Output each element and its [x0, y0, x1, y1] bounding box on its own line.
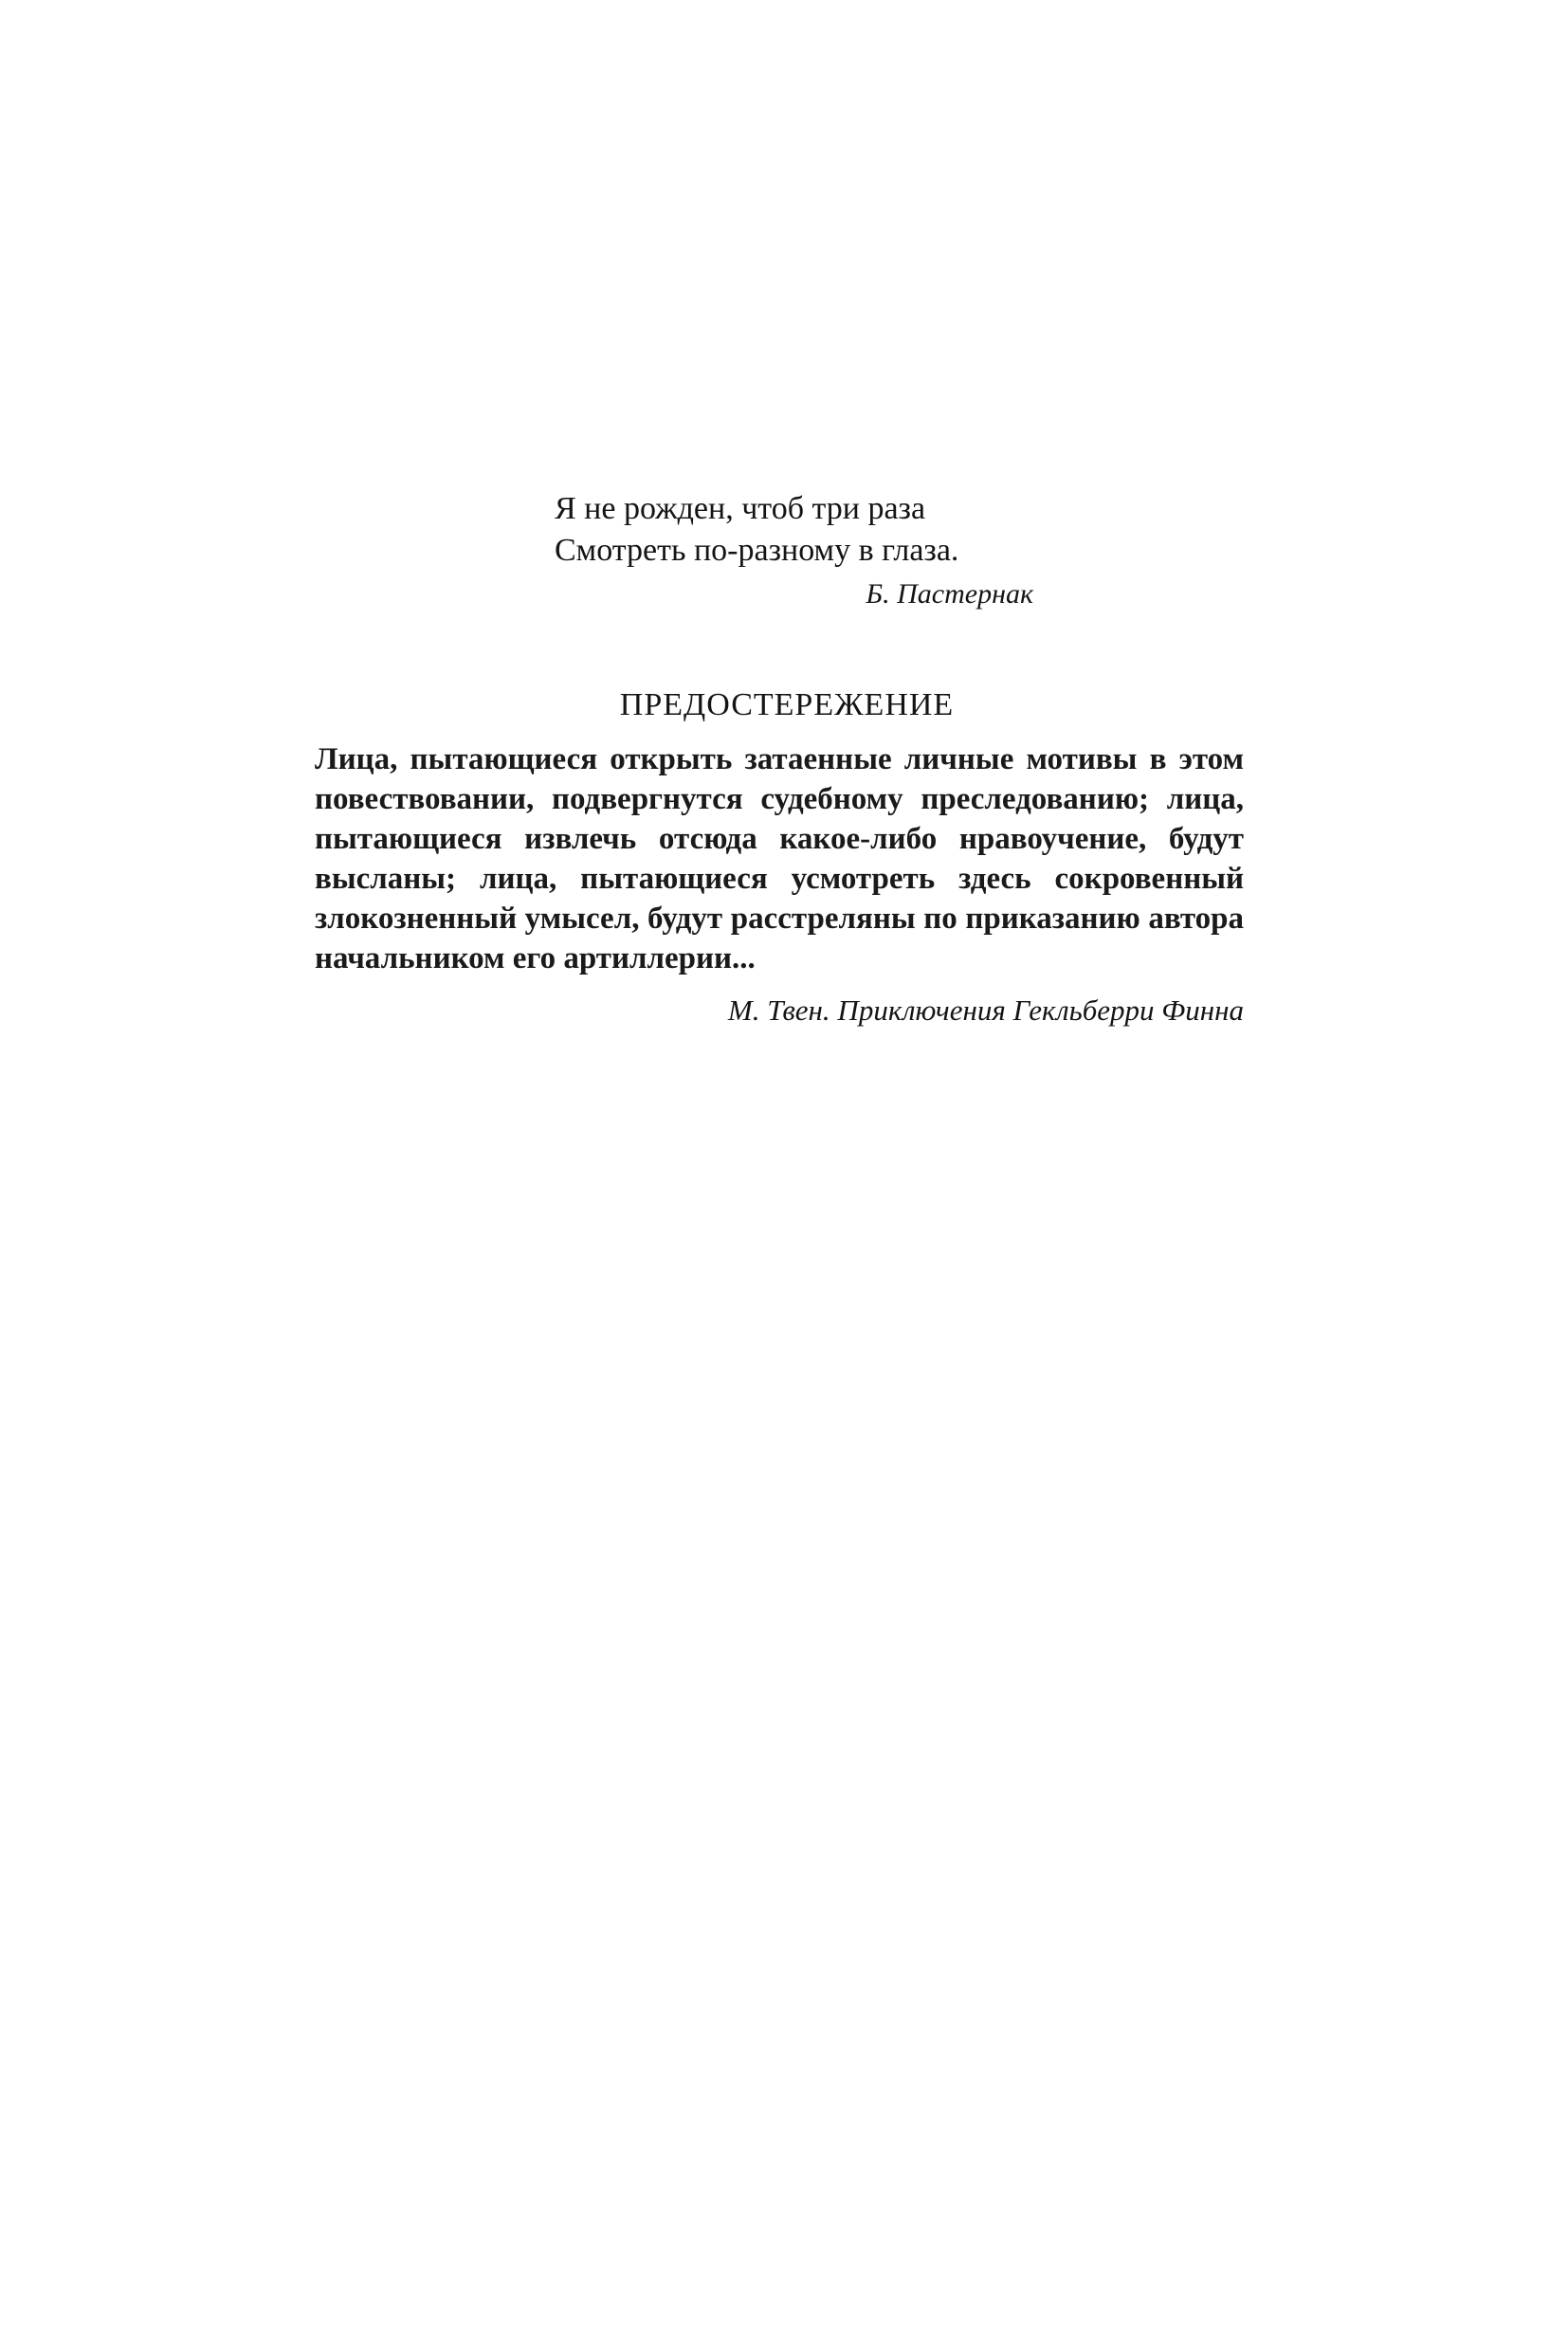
- warning-text: Лица, пытающиеся открыть затаенные личные мотивы в этом повествовании, подвергнутся судебному преследованию; лица, пытающиеся извлечь отсюда какое-либо нравоучение, будут высланы; лица, пытающиеся усмотреть здесь сокровенный злокозненный умысел, будут расстреляны по приказанию автора начальником его артиллерии...: [315, 742, 1244, 975]
- warning-title: ПРЕДОСТЕРЕЖЕНИЕ: [619, 687, 955, 722]
- epigraph-author: Б. Пастернак: [866, 578, 1033, 610]
- epigraph-line-2: Смотреть по-разному в глаза.: [555, 533, 959, 568]
- warning-source: М. Твен. Приключения Гекльберри Финна: [727, 993, 1244, 1027]
- warning-block: [315, 684, 1244, 1031]
- epigraph-line-1: Я не рожден, чтоб три раза: [555, 491, 926, 526]
- epigraph: [555, 488, 1048, 615]
